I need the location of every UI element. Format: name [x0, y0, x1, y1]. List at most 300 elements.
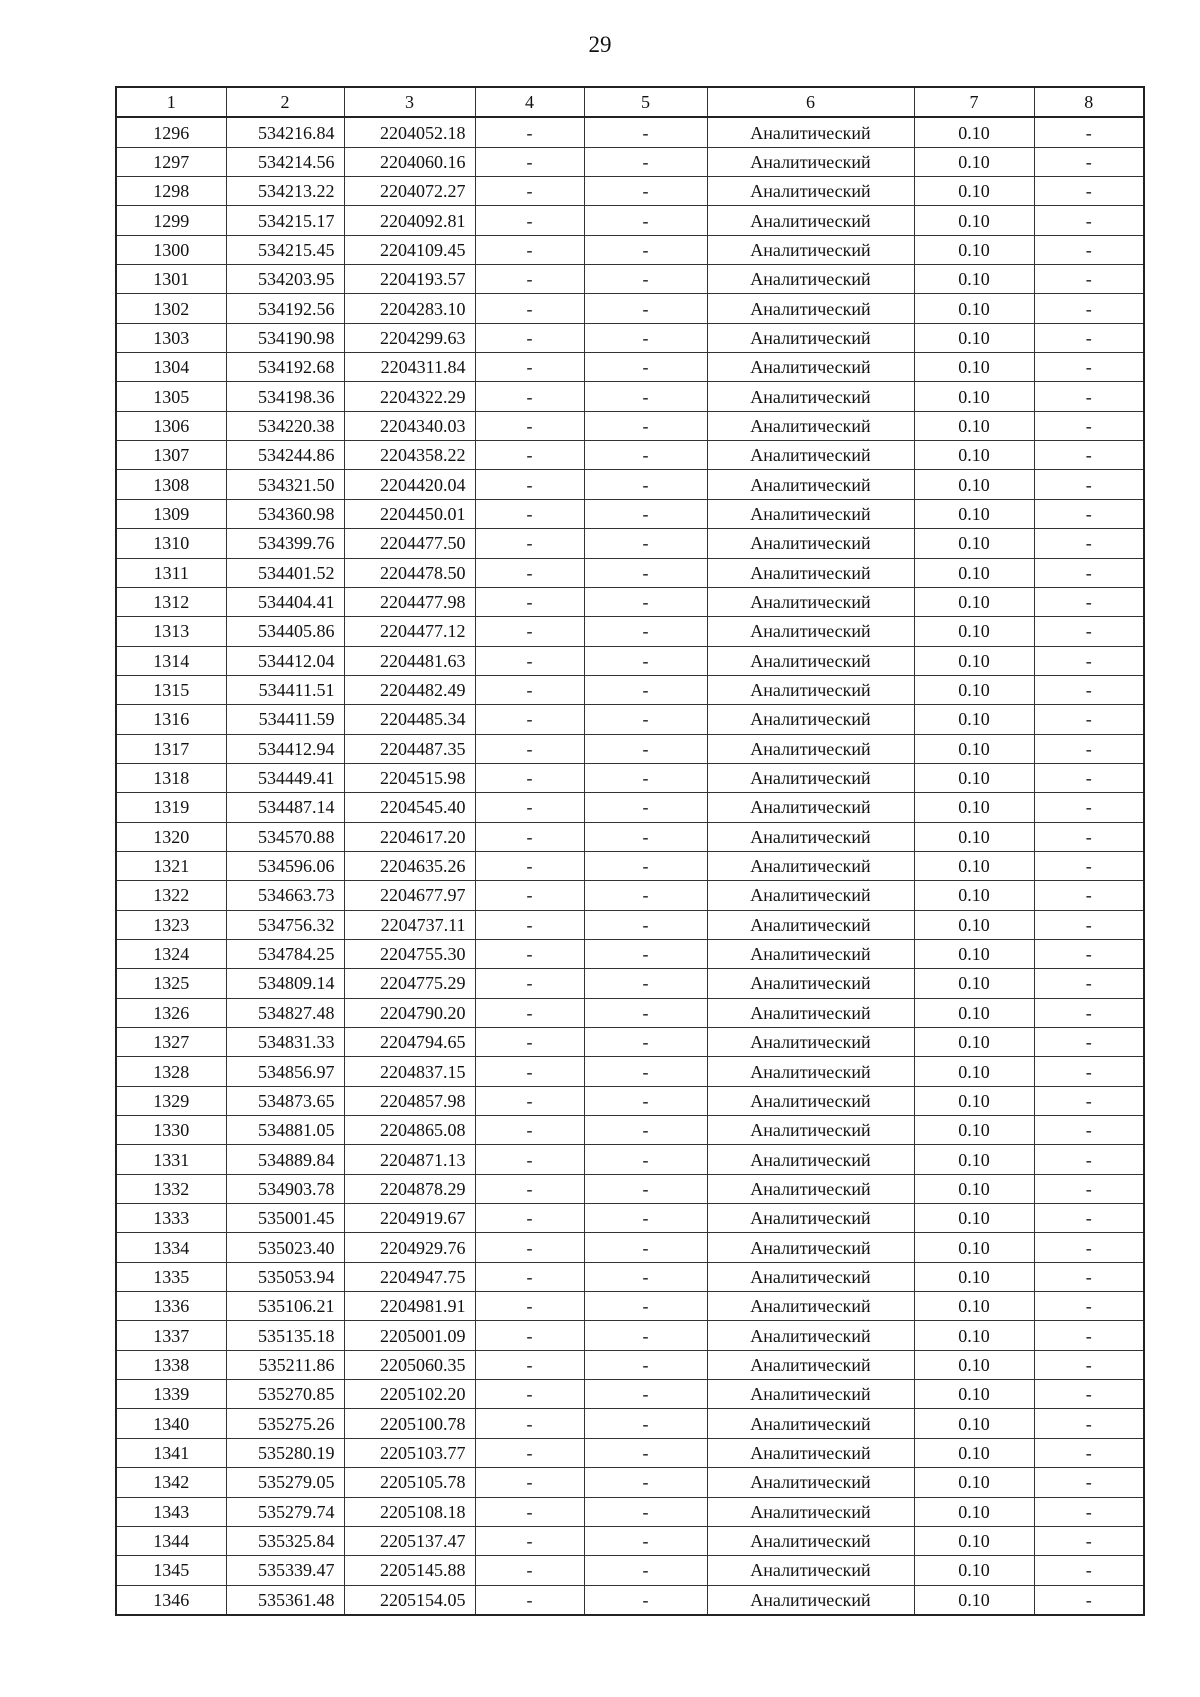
column-4-cell: - — [475, 441, 584, 470]
x-coordinate-cell: 534809.14 — [226, 969, 344, 998]
y-coordinate-cell: 2204060.16 — [344, 147, 475, 176]
column-4-cell: - — [475, 558, 584, 587]
point-number-cell: 1316 — [116, 705, 226, 734]
y-coordinate-cell: 2204865.08 — [344, 1116, 475, 1145]
x-coordinate-cell: 534903.78 — [226, 1174, 344, 1203]
y-coordinate-cell: 2204790.20 — [344, 998, 475, 1027]
method-cell: Аналитический — [707, 1262, 914, 1291]
point-number-cell: 1315 — [116, 675, 226, 704]
table-body — [116, 117, 1144, 1615]
y-coordinate-cell: 2204794.65 — [344, 1028, 475, 1057]
point-number-cell: 1300 — [116, 235, 226, 264]
coordinates-table — [115, 86, 1145, 1616]
accuracy-cell: 0.10 — [914, 470, 1034, 499]
column-8-cell: - — [1034, 1468, 1144, 1497]
x-coordinate-cell: 535001.45 — [226, 1204, 344, 1233]
column-5-cell: - — [584, 323, 707, 352]
column-5-cell: - — [584, 206, 707, 235]
table-row — [116, 969, 1144, 998]
column-5-cell: - — [584, 705, 707, 734]
y-coordinate-cell: 2204737.11 — [344, 910, 475, 939]
column-5-cell: - — [584, 411, 707, 440]
column-4-cell: - — [475, 411, 584, 440]
y-coordinate-cell: 2204929.76 — [344, 1233, 475, 1262]
column-8-cell: - — [1034, 235, 1144, 264]
accuracy-cell: 0.10 — [914, 1057, 1034, 1086]
column-5-cell: - — [584, 1380, 707, 1409]
column-4-cell: - — [475, 1497, 584, 1526]
point-number-cell: 1343 — [116, 1497, 226, 1526]
column-4-cell: - — [475, 323, 584, 352]
x-coordinate-cell: 535270.85 — [226, 1380, 344, 1409]
table-row — [116, 1438, 1144, 1467]
column-5-cell: - — [584, 353, 707, 382]
column-5-cell: - — [584, 910, 707, 939]
column-5-cell: - — [584, 1145, 707, 1174]
point-number-cell: 1346 — [116, 1585, 226, 1615]
x-coordinate-cell: 535275.26 — [226, 1409, 344, 1438]
y-coordinate-cell: 2204072.27 — [344, 177, 475, 206]
accuracy-cell: 0.10 — [914, 529, 1034, 558]
point-number-cell: 1319 — [116, 793, 226, 822]
x-coordinate-cell: 534404.41 — [226, 587, 344, 616]
accuracy-cell: 0.10 — [914, 851, 1034, 880]
column-8-cell: - — [1034, 294, 1144, 323]
column-header: 2 — [226, 87, 344, 117]
column-5-cell: - — [584, 1585, 707, 1615]
column-4-cell: - — [475, 1350, 584, 1379]
table-row — [116, 1321, 1144, 1350]
column-8-cell: - — [1034, 1145, 1144, 1174]
method-cell: Аналитический — [707, 1028, 914, 1057]
y-coordinate-cell: 2204358.22 — [344, 441, 475, 470]
x-coordinate-cell: 534215.17 — [226, 206, 344, 235]
y-coordinate-cell: 2204193.57 — [344, 265, 475, 294]
method-cell: Аналитический — [707, 763, 914, 792]
point-number-cell: 1306 — [116, 411, 226, 440]
column-4-cell: - — [475, 1438, 584, 1467]
accuracy-cell: 0.10 — [914, 1086, 1034, 1115]
column-4-cell: - — [475, 675, 584, 704]
column-8-cell: - — [1034, 587, 1144, 616]
point-number-cell: 1317 — [116, 734, 226, 763]
column-5-cell: - — [584, 265, 707, 294]
table-row — [116, 646, 1144, 675]
table-row — [116, 177, 1144, 206]
method-cell: Аналитический — [707, 1321, 914, 1350]
column-header: 6 — [707, 87, 914, 117]
table-row — [116, 1380, 1144, 1409]
x-coordinate-cell: 534405.86 — [226, 617, 344, 646]
x-coordinate-cell: 535339.47 — [226, 1556, 344, 1585]
column-5-cell: - — [584, 441, 707, 470]
column-4-cell: - — [475, 1204, 584, 1233]
y-coordinate-cell: 2204477.98 — [344, 587, 475, 616]
table-row — [116, 265, 1144, 294]
table-row — [116, 1468, 1144, 1497]
y-coordinate-cell: 2205154.05 — [344, 1585, 475, 1615]
method-cell: Аналитический — [707, 822, 914, 851]
accuracy-cell: 0.10 — [914, 675, 1034, 704]
accuracy-cell: 0.10 — [914, 558, 1034, 587]
column-4-cell: - — [475, 1057, 584, 1086]
point-number-cell: 1311 — [116, 558, 226, 587]
column-4-cell: - — [475, 1145, 584, 1174]
point-number-cell: 1303 — [116, 323, 226, 352]
column-4-cell: - — [475, 851, 584, 880]
point-number-cell: 1338 — [116, 1350, 226, 1379]
column-header: 1 — [116, 87, 226, 117]
table-row — [116, 1204, 1144, 1233]
x-coordinate-cell: 534487.14 — [226, 793, 344, 822]
column-8-cell: - — [1034, 265, 1144, 294]
y-coordinate-cell: 2205102.20 — [344, 1380, 475, 1409]
point-number-cell: 1296 — [116, 117, 226, 147]
column-header: 8 — [1034, 87, 1144, 117]
column-4-cell: - — [475, 881, 584, 910]
column-5-cell: - — [584, 294, 707, 323]
point-number-cell: 1297 — [116, 147, 226, 176]
column-8-cell: - — [1034, 1204, 1144, 1233]
column-5-cell: - — [584, 939, 707, 968]
accuracy-cell: 0.10 — [914, 881, 1034, 910]
column-8-cell: - — [1034, 1292, 1144, 1321]
method-cell: Аналитический — [707, 881, 914, 910]
table-row — [116, 1262, 1144, 1291]
column-4-cell: - — [475, 470, 584, 499]
method-cell: Аналитический — [707, 793, 914, 822]
column-4-cell: - — [475, 235, 584, 264]
table-header-row — [116, 87, 1144, 117]
column-4-cell: - — [475, 1526, 584, 1555]
table-row — [116, 1028, 1144, 1057]
y-coordinate-cell: 2205105.78 — [344, 1468, 475, 1497]
method-cell: Аналитический — [707, 1145, 914, 1174]
method-cell: Аналитический — [707, 1350, 914, 1379]
accuracy-cell: 0.10 — [914, 382, 1034, 411]
x-coordinate-cell: 535279.74 — [226, 1497, 344, 1526]
accuracy-cell: 0.10 — [914, 1145, 1034, 1174]
column-8-cell: - — [1034, 1057, 1144, 1086]
column-8-cell: - — [1034, 441, 1144, 470]
accuracy-cell: 0.10 — [914, 1204, 1034, 1233]
accuracy-cell: 0.10 — [914, 1350, 1034, 1379]
x-coordinate-cell: 534215.45 — [226, 235, 344, 264]
accuracy-cell: 0.10 — [914, 939, 1034, 968]
column-8-cell: - — [1034, 1321, 1144, 1350]
column-4-cell: - — [475, 910, 584, 939]
point-number-cell: 1320 — [116, 822, 226, 851]
y-coordinate-cell: 2204481.63 — [344, 646, 475, 675]
table-row — [116, 1292, 1144, 1321]
column-8-cell: - — [1034, 793, 1144, 822]
method-cell: Аналитический — [707, 147, 914, 176]
column-5-cell: - — [584, 1468, 707, 1497]
column-5-cell: - — [584, 1174, 707, 1203]
y-coordinate-cell: 2204515.98 — [344, 763, 475, 792]
table-row — [116, 734, 1144, 763]
accuracy-cell: 0.10 — [914, 1380, 1034, 1409]
accuracy-cell: 0.10 — [914, 411, 1034, 440]
table-row — [116, 1526, 1144, 1555]
x-coordinate-cell: 534213.22 — [226, 177, 344, 206]
column-5-cell: - — [584, 675, 707, 704]
x-coordinate-cell: 535325.84 — [226, 1526, 344, 1555]
accuracy-cell: 0.10 — [914, 998, 1034, 1027]
column-8-cell: - — [1034, 353, 1144, 382]
x-coordinate-cell: 535053.94 — [226, 1262, 344, 1291]
point-number-cell: 1341 — [116, 1438, 226, 1467]
accuracy-cell: 0.10 — [914, 1233, 1034, 1262]
page-number: 29 — [588, 32, 612, 57]
column-4-cell: - — [475, 1174, 584, 1203]
point-number-cell: 1344 — [116, 1526, 226, 1555]
column-5-cell: - — [584, 499, 707, 528]
column-8-cell: - — [1034, 117, 1144, 147]
y-coordinate-cell: 2204947.75 — [344, 1262, 475, 1291]
method-cell: Аналитический — [707, 206, 914, 235]
column-5-cell: - — [584, 1233, 707, 1262]
column-4-cell: - — [475, 1116, 584, 1145]
y-coordinate-cell: 2204775.29 — [344, 969, 475, 998]
y-coordinate-cell: 2204450.01 — [344, 499, 475, 528]
accuracy-cell: 0.10 — [914, 1262, 1034, 1291]
column-5-cell: - — [584, 1321, 707, 1350]
point-number-cell: 1324 — [116, 939, 226, 968]
column-8-cell: - — [1034, 1585, 1144, 1615]
method-cell: Аналитический — [707, 646, 914, 675]
point-number-cell: 1339 — [116, 1380, 226, 1409]
point-number-cell: 1334 — [116, 1233, 226, 1262]
column-4-cell: - — [475, 646, 584, 675]
x-coordinate-cell: 534198.36 — [226, 382, 344, 411]
column-8-cell: - — [1034, 1262, 1144, 1291]
column-4-cell: - — [475, 998, 584, 1027]
column-8-cell: - — [1034, 617, 1144, 646]
accuracy-cell: 0.10 — [914, 1556, 1034, 1585]
point-number-cell: 1302 — [116, 294, 226, 323]
point-number-cell: 1336 — [116, 1292, 226, 1321]
method-cell: Аналитический — [707, 1292, 914, 1321]
point-number-cell: 1305 — [116, 382, 226, 411]
column-4-cell: - — [475, 294, 584, 323]
column-5-cell: - — [584, 881, 707, 910]
point-number-cell: 1313 — [116, 617, 226, 646]
column-5-cell: - — [584, 1350, 707, 1379]
table-row — [116, 1409, 1144, 1438]
point-number-cell: 1307 — [116, 441, 226, 470]
method-cell: Аналитический — [707, 1380, 914, 1409]
table-row — [116, 323, 1144, 352]
method-cell: Аналитический — [707, 1438, 914, 1467]
x-coordinate-cell: 534190.98 — [226, 323, 344, 352]
method-cell: Аналитический — [707, 998, 914, 1027]
method-cell: Аналитический — [707, 353, 914, 382]
x-coordinate-cell: 534570.88 — [226, 822, 344, 851]
accuracy-cell: 0.10 — [914, 763, 1034, 792]
column-8-cell: - — [1034, 529, 1144, 558]
method-cell: Аналитический — [707, 1057, 914, 1086]
y-coordinate-cell: 2204857.98 — [344, 1086, 475, 1115]
y-coordinate-cell: 2204420.04 — [344, 470, 475, 499]
column-4-cell: - — [475, 147, 584, 176]
accuracy-cell: 0.10 — [914, 1174, 1034, 1203]
point-number-cell: 1321 — [116, 851, 226, 880]
y-coordinate-cell: 2204878.29 — [344, 1174, 475, 1203]
x-coordinate-cell: 534321.50 — [226, 470, 344, 499]
column-header: 7 — [914, 87, 1034, 117]
column-5-cell: - — [584, 763, 707, 792]
point-number-cell: 1340 — [116, 1409, 226, 1438]
column-4-cell: - — [475, 1468, 584, 1497]
column-5-cell: - — [584, 793, 707, 822]
column-4-cell: - — [475, 117, 584, 147]
column-8-cell: - — [1034, 1556, 1144, 1585]
point-number-cell: 1326 — [116, 998, 226, 1027]
method-cell: Аналитический — [707, 265, 914, 294]
x-coordinate-cell: 534203.95 — [226, 265, 344, 294]
column-8-cell: - — [1034, 734, 1144, 763]
column-8-cell: - — [1034, 910, 1144, 939]
y-coordinate-cell: 2204477.12 — [344, 617, 475, 646]
table-row — [116, 499, 1144, 528]
column-5-cell: - — [584, 1556, 707, 1585]
method-cell: Аналитический — [707, 705, 914, 734]
column-4-cell: - — [475, 1262, 584, 1291]
column-8-cell: - — [1034, 1497, 1144, 1526]
point-number-cell: 1325 — [116, 969, 226, 998]
column-8-cell: - — [1034, 411, 1144, 440]
table-row — [116, 1497, 1144, 1526]
y-coordinate-cell: 2204478.50 — [344, 558, 475, 587]
table-row — [116, 705, 1144, 734]
x-coordinate-cell: 534401.52 — [226, 558, 344, 587]
x-coordinate-cell: 534784.25 — [226, 939, 344, 968]
y-coordinate-cell: 2204677.97 — [344, 881, 475, 910]
column-4-cell: - — [475, 793, 584, 822]
column-8-cell: - — [1034, 382, 1144, 411]
accuracy-cell: 0.10 — [914, 265, 1034, 294]
method-cell: Аналитический — [707, 1086, 914, 1115]
table-row — [116, 470, 1144, 499]
method-cell: Аналитический — [707, 587, 914, 616]
accuracy-cell: 0.10 — [914, 1321, 1034, 1350]
column-5-cell: - — [584, 734, 707, 763]
point-number-cell: 1332 — [116, 1174, 226, 1203]
column-5-cell: - — [584, 851, 707, 880]
accuracy-cell: 0.10 — [914, 1409, 1034, 1438]
column-5-cell: - — [584, 177, 707, 206]
point-number-cell: 1318 — [116, 763, 226, 792]
method-cell: Аналитический — [707, 1233, 914, 1262]
table-row — [116, 1086, 1144, 1115]
y-coordinate-cell: 2204617.20 — [344, 822, 475, 851]
column-5-cell: - — [584, 1409, 707, 1438]
column-4-cell: - — [475, 734, 584, 763]
x-coordinate-cell: 534214.56 — [226, 147, 344, 176]
point-number-cell: 1298 — [116, 177, 226, 206]
column-5-cell: - — [584, 1028, 707, 1057]
table-row — [116, 881, 1144, 910]
x-coordinate-cell: 534831.33 — [226, 1028, 344, 1057]
x-coordinate-cell: 534216.84 — [226, 117, 344, 147]
accuracy-cell: 0.10 — [914, 705, 1034, 734]
column-8-cell: - — [1034, 499, 1144, 528]
column-4-cell: - — [475, 382, 584, 411]
column-5-cell: - — [584, 529, 707, 558]
method-cell: Аналитический — [707, 1497, 914, 1526]
method-cell: Аналитический — [707, 1174, 914, 1203]
method-cell: Аналитический — [707, 177, 914, 206]
column-5-cell: - — [584, 998, 707, 1027]
column-5-cell: - — [584, 1497, 707, 1526]
column-8-cell: - — [1034, 1380, 1144, 1409]
method-cell: Аналитический — [707, 323, 914, 352]
y-coordinate-cell: 2205060.35 — [344, 1350, 475, 1379]
x-coordinate-cell: 534756.32 — [226, 910, 344, 939]
x-coordinate-cell: 534220.38 — [226, 411, 344, 440]
y-coordinate-cell: 2205145.88 — [344, 1556, 475, 1585]
x-coordinate-cell: 534411.59 — [226, 705, 344, 734]
accuracy-cell: 0.10 — [914, 206, 1034, 235]
column-5-cell: - — [584, 587, 707, 616]
column-8-cell: - — [1034, 323, 1144, 352]
column-4-cell: - — [475, 499, 584, 528]
point-number-cell: 1312 — [116, 587, 226, 616]
column-8-cell: - — [1034, 763, 1144, 792]
table-row — [116, 382, 1144, 411]
column-4-cell: - — [475, 705, 584, 734]
column-8-cell: - — [1034, 1438, 1144, 1467]
point-number-cell: 1342 — [116, 1468, 226, 1497]
x-coordinate-cell: 534856.97 — [226, 1057, 344, 1086]
table-row — [116, 939, 1144, 968]
column-8-cell: - — [1034, 1409, 1144, 1438]
point-number-cell: 1301 — [116, 265, 226, 294]
column-5-cell: - — [584, 147, 707, 176]
table-row — [116, 206, 1144, 235]
column-4-cell: - — [475, 587, 584, 616]
method-cell: Аналитический — [707, 969, 914, 998]
point-number-cell: 1345 — [116, 1556, 226, 1585]
column-5-cell: - — [584, 1526, 707, 1555]
method-cell: Аналитический — [707, 1556, 914, 1585]
y-coordinate-cell: 2204871.13 — [344, 1145, 475, 1174]
column-8-cell: - — [1034, 675, 1144, 704]
column-header: 5 — [584, 87, 707, 117]
table-row — [116, 1350, 1144, 1379]
column-8-cell: - — [1034, 206, 1144, 235]
column-8-cell: - — [1034, 1086, 1144, 1115]
y-coordinate-cell: 2204487.35 — [344, 734, 475, 763]
table-row — [116, 851, 1144, 880]
method-cell: Аналитический — [707, 939, 914, 968]
column-5-cell: - — [584, 558, 707, 587]
point-number-cell: 1309 — [116, 499, 226, 528]
accuracy-cell: 0.10 — [914, 353, 1034, 382]
y-coordinate-cell: 2204919.67 — [344, 1204, 475, 1233]
x-coordinate-cell: 534873.65 — [226, 1086, 344, 1115]
y-coordinate-cell: 2204322.29 — [344, 382, 475, 411]
column-5-cell: - — [584, 1116, 707, 1145]
column-8-cell: - — [1034, 881, 1144, 910]
column-4-cell: - — [475, 1380, 584, 1409]
accuracy-cell: 0.10 — [914, 969, 1034, 998]
table-row — [116, 411, 1144, 440]
accuracy-cell: 0.10 — [914, 294, 1034, 323]
accuracy-cell: 0.10 — [914, 499, 1034, 528]
table-row — [116, 675, 1144, 704]
